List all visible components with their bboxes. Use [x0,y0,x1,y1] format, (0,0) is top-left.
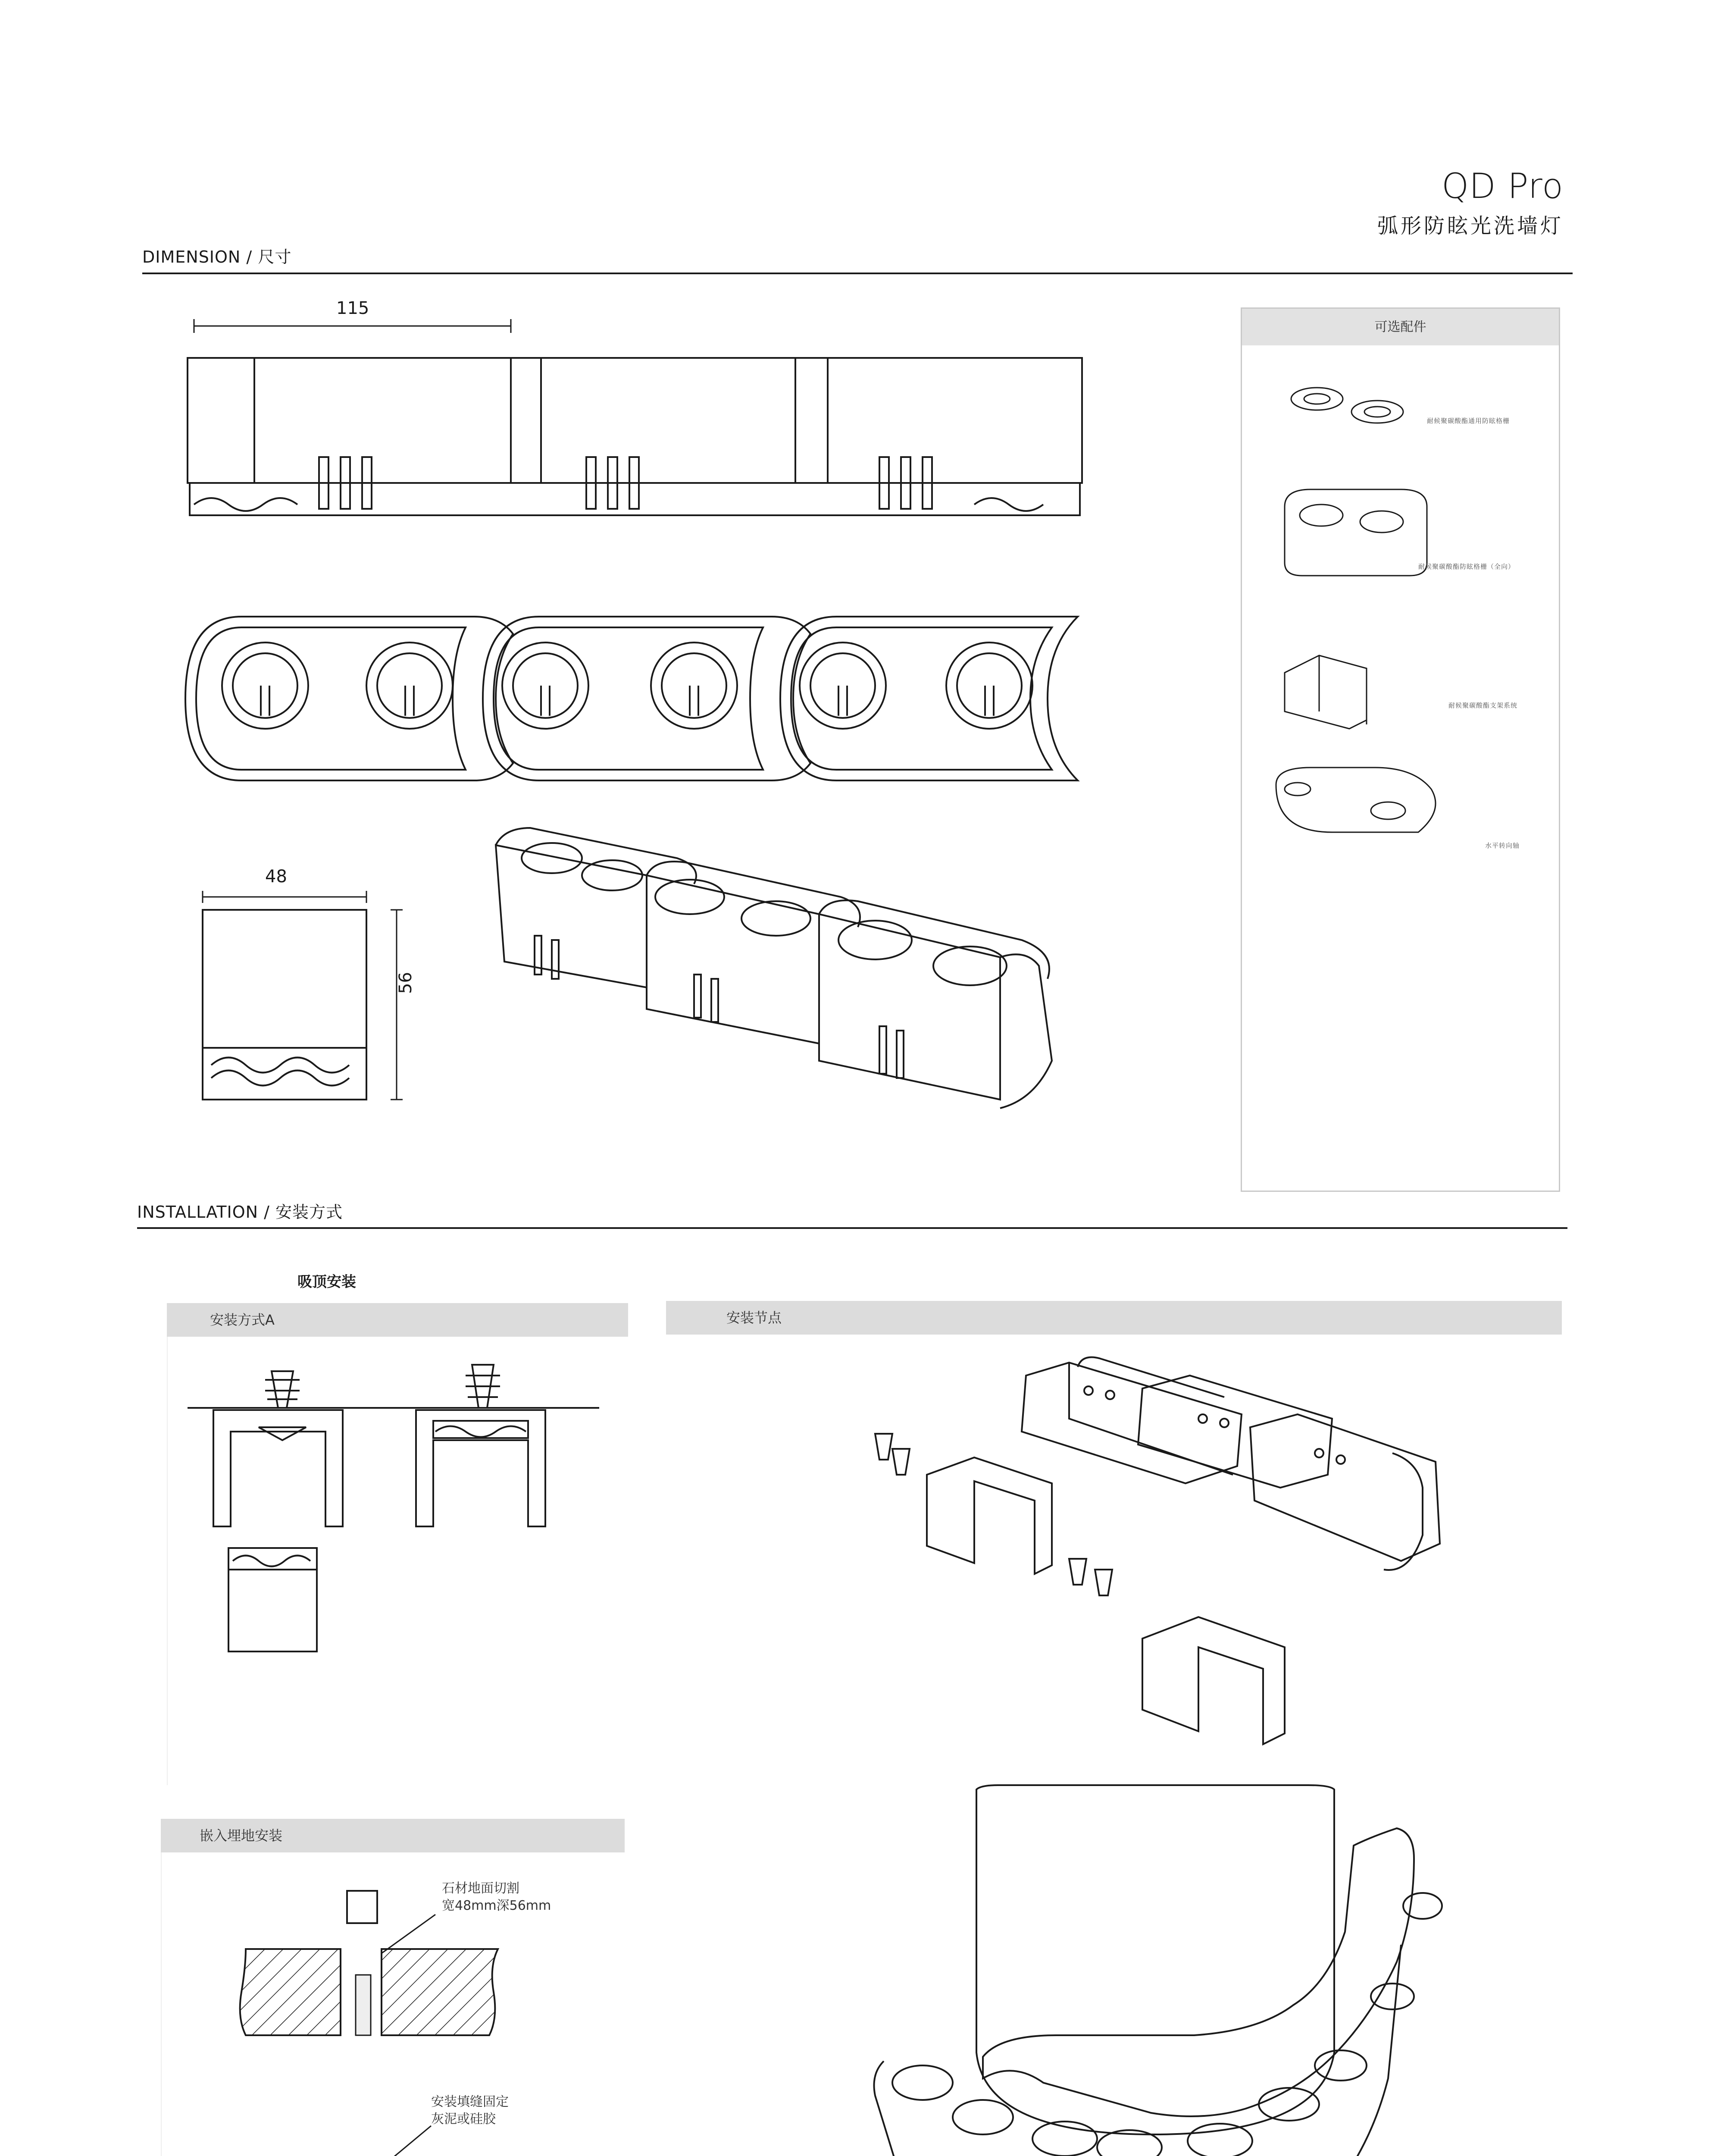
method-a-drawing [188,1365,599,1651]
dimension-section-label: DIMENSION / 尺寸 [142,248,292,266]
method-a-label: 安装方式A [167,1303,628,1337]
accessory-item-2-label: 耐候聚碳酸酯防眩格栅（全向） [1418,563,1515,570]
dimension-width-label: 115 [336,298,369,318]
install-nodes-drawing [875,1357,1440,1745]
curved-install-drawing [874,1785,1442,2156]
product-title: QD Pro [1442,166,1564,206]
side-width-label: 48 [265,867,287,887]
install-nodes-label: 安装节点 [666,1301,1562,1335]
accessory-item-4-label: 水平转向轴 [1485,842,1520,849]
ceiling-mount-title: 吸顶安装 [297,1273,356,1291]
stone-cut-note-line2: 宽48mm深56mm [442,1898,551,1913]
fill-fix-note-line1: 安装填缝固定 [431,2094,509,2109]
fill-fix-note [431,2093,509,2128]
installation-section-label: INSTALLATION / 安装方式 [137,1203,343,1222]
accessories-header: 可选配件 [1242,309,1559,345]
stone-cut-note [442,1880,551,1915]
stone-cut-note-line1: 石材地面切割 [442,1881,519,1896]
accessory-item-1-label: 耐候聚碳酸酯通用防眩格栅 [1427,417,1510,425]
product-subtitle: 弧形防眩光洗墙灯 [1377,214,1564,238]
embed-install-label: 嵌入埋地安装 [161,1819,625,1852]
fill-fix-note-line2: 灰泥或硅胶 [431,2112,496,2127]
accessory-item-3-label: 耐候聚碳酸酯支架系统 [1448,702,1518,709]
side-height-label: 56 [396,972,416,994]
